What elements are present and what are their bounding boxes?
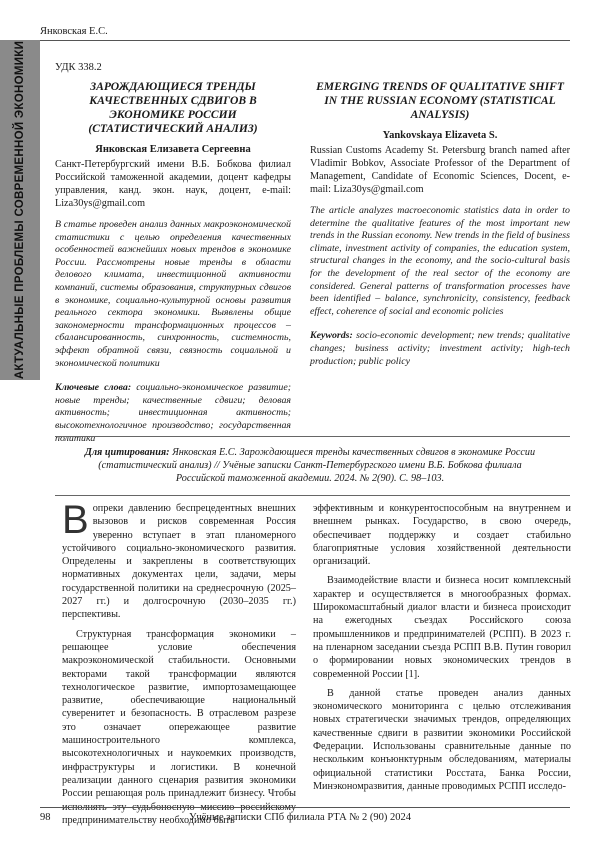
citation-bottom-divider bbox=[55, 495, 570, 496]
running-header-author: Янковская Е.С. bbox=[40, 26, 108, 37]
affiliation-en: Russian Customs Academy St. Petersburg branch named after Vladimir Bobkov, Associate Professor of the Department of Management, Candidate of Economic Sciences, Docent, e-mail: Liza30ys@gmail.com bbox=[310, 145, 570, 195]
author-name-ru: Янковская Елизавета Сергеевна bbox=[95, 144, 251, 155]
body-paragraph-text: опреки давлению беспрецедентных внешних вызовов и рисков современная Россия уверенно вступает в этап планомерного устойчивого социально-экономического развития. Определены и закреплены в соответствующих нормативных документах цели, задачи, меры государственной политики на среднесрочную (2025–2027 гг.) и долгосрочную (2030–2035 гг.) перспективы. bbox=[62, 503, 296, 621]
body-paragraph: Взаимодействие власти и бизнеса носит комплексный характер и осуществляется в многообразных формах. Широкомасштабный диалог власти и бизнеса происходит на ежегодных съездах Российского союза промышленников и предпринимателей (РСПП). В 2023 г. на пленарном заседании съезда РСПП В.В. Путин говорил о формировании новых экономических трендов в современной России [1]. bbox=[313, 575, 571, 680]
footer-divider bbox=[40, 807, 570, 808]
citation-top-divider bbox=[55, 436, 570, 437]
citation-label: Для цитирования: bbox=[84, 447, 170, 458]
affiliation-ru: Санкт-Петербургский имени В.Б. Бобкова филиал Российской таможенной академии, доцент кафедры управления, канд. экон. наук, доцент, e-mail: Liza30ys@gmail.com bbox=[55, 159, 291, 209]
keywords-en bbox=[310, 330, 570, 368]
body-column-right bbox=[313, 502, 571, 799]
body-column-left bbox=[62, 498, 296, 833]
keywords-text-ru: социально-экономическое развитие; новые тренды; качественные сдвиги; деловая активность; инвестиционная активность; высокотехнологичное производство; государственная политика bbox=[55, 382, 291, 444]
abstract-en: The article analyzes macroeconomic statistics data in order to determine the qualitative features of the most important new trends in the Russian economy. New trends in the field of business climate, investment activity of companies, the education system, structural changes in the economy, and the socio-cultural basis for the development of the real sector of the economy are considered. General patterns of transformation processes have been identified – balance, synchronicity, consistency, feedback effect, coherence of social and economic policies bbox=[310, 205, 570, 317]
body-paragraph bbox=[62, 498, 296, 622]
page-number: 98 bbox=[40, 812, 51, 823]
body-paragraph: эффективным и конкурентоспособным на внутреннем и внешнем рынках. Государство, в свою очередь, обеспечивает поддержку и создает стабильно благоприятные условия хозяйственной деятельности организаций. bbox=[313, 503, 571, 568]
article-title-en: EMERGING TRENDS OF QUALITATIVE SHIFT IN THE RUSSIAN ECONOMY (STATISTICAL ANALYSIS) bbox=[316, 80, 564, 121]
drop-cap: В bbox=[62, 498, 89, 542]
russian-column bbox=[55, 80, 291, 445]
english-column bbox=[310, 80, 570, 368]
keywords-label-en: Keywords: bbox=[310, 330, 353, 342]
article-title-ru: ЗАРОЖДАЮЩИЕСЯ ТРЕНДЫ КАЧЕСТВЕННЫХ СДВИГОВ В ЭКОНОМИКЕ РОССИИ (СТАТИСТИЧЕСКИЙ АНАЛИЗ) bbox=[88, 80, 258, 135]
journal-footer: Учёные записки СПб филиала РТА № 2 (90) 2024 bbox=[188, 812, 412, 823]
body-paragraph: В данной статье проведен анализ данных экономического мониторинга с целью отслеживания новых стратегически значимых трендов, определяющих качественные сдвиги в развитии экономики Российской Федерации. Использованы сравнительные данные по нескольким конъюнктурным обследованиям, материалы официальной статистики Росстата, Банка России, Минэкономразвития, данные проводимых РСПП исследо- bbox=[313, 687, 571, 792]
citation-text: Янковская Е.С. Зарождающиеся тренды качественных сдвигов в экономике России (статистический анализ) // Учёные записки Санкт-Петербургского имени В.Б. Бобкова филиала Российской таможенной академии. 2024. № 2(90). С. 98–103. bbox=[98, 447, 536, 484]
body-paragraph: Структурная трансформация экономики – решающее условие обеспечения макроэкономической стабильности. Основными векторами такой трансформации являются технологическое развитие, импортозамещающее развитие, обеспечивающие национальный суверенитет и безопасность. В отраслевом разрезе это означает опережающее развитие машиностроительного комплекса, высокотехнологичных и наукоемких производств, инфраструктуры и логистики. В конечной реализации данного сценария развития экономики России решающая роль принадлежит бизнесу. Чтобы исполнять эту судьбоносную миссию российскому предпринимательству необходимо быть bbox=[62, 628, 296, 826]
abstract-ru: В статье проведен анализ данных макроэкономической статистики с целью определения качественных особенностей важнейших новых трендов в экономике России. Рассмотрены новые тренды в области делового климата, инвестиционной активности компаний, системы образования, структурных сдвигов в экономике, социально-культурной основы развития реального сектора экономики. Выявлены общие закономерности трансформационных процессов – сбалансированность, синхронность, системность, эффект обратной связи, связность социальной и экономической политики bbox=[55, 219, 291, 369]
udk-code: УДК 338.2 bbox=[55, 62, 102, 73]
keywords-label-ru: Ключевые слова: bbox=[55, 382, 132, 394]
citation-block bbox=[80, 446, 540, 485]
section-title-vertical: АКТУАЛЬНЫЕ ПРОБЛЕМЫ СОВРЕМЕННОЙ ЭКОНОМИКИ bbox=[14, 40, 26, 380]
keywords-text-en: socio-economic development; new trends; qualitative changes; business activity; investment activity; high-tech production; public policy bbox=[310, 330, 570, 367]
header-divider bbox=[40, 40, 570, 41]
author-name-en: Yankovskaya Elizaveta S. bbox=[382, 130, 498, 141]
